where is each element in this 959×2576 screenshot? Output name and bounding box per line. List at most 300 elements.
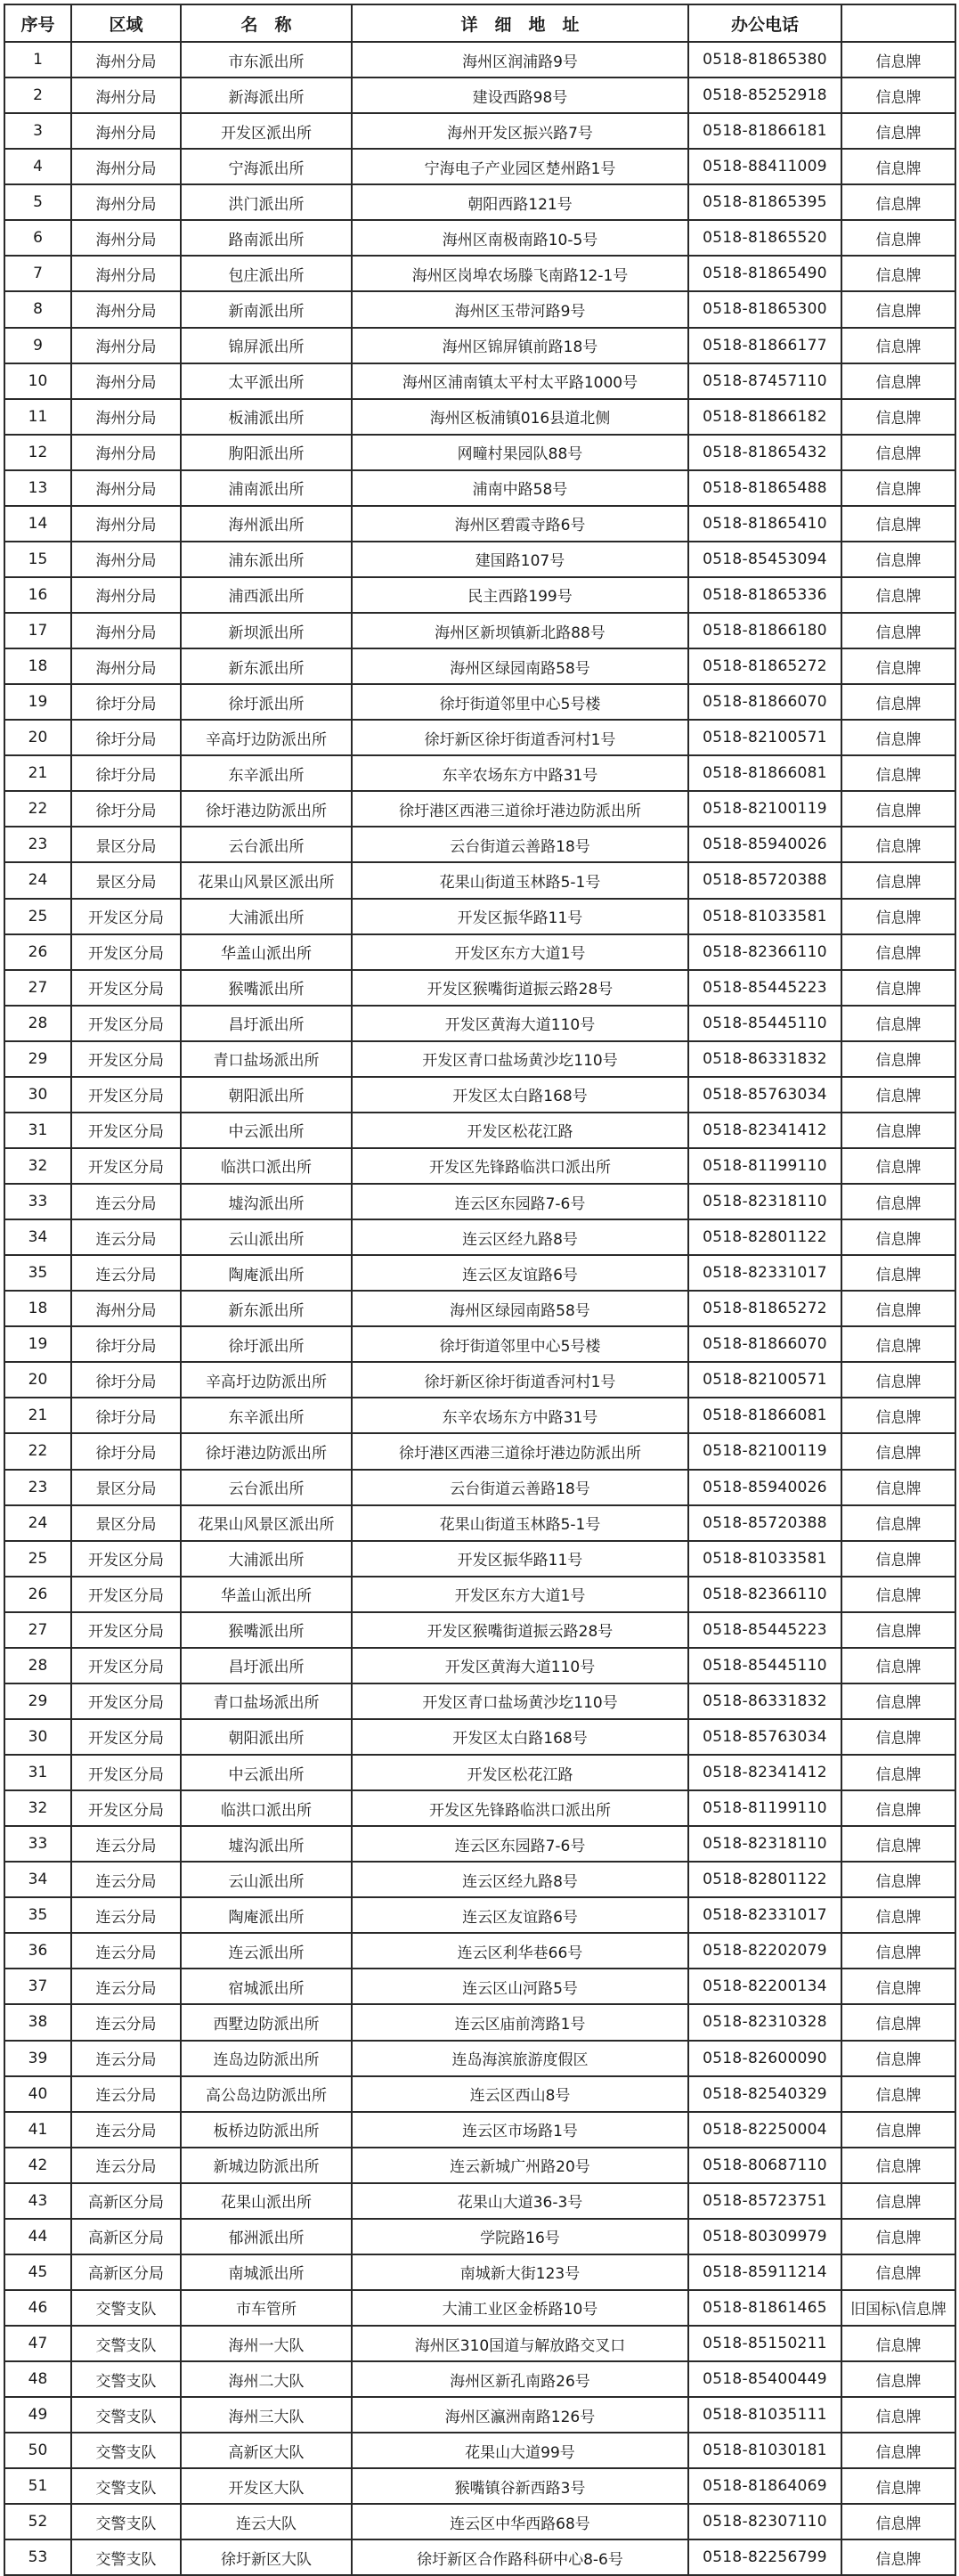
- cell-type: 信息牌: [841, 2041, 955, 2076]
- cell-region: 高新区分局: [71, 2254, 181, 2290]
- cell-region: 开发区分局: [71, 1541, 181, 1577]
- cell-index: 13: [4, 470, 71, 506]
- cell-name: 浦南派出所: [181, 470, 352, 506]
- cell-address: 连云区利华巷66号: [352, 1933, 688, 1969]
- header-address: 详 细 地 址: [352, 4, 688, 42]
- cell-name: 浦西派出所: [181, 577, 352, 613]
- cell-phone: 0518-82600090: [688, 2041, 841, 2076]
- cell-phone: 0518-81865488: [688, 470, 841, 506]
- cell-type: 信息牌: [841, 1719, 955, 1755]
- cell-phone: 0518-82366110: [688, 934, 841, 970]
- cell-region: 开发区分局: [71, 1790, 181, 1826]
- cell-name: 昌圩派出所: [181, 1648, 352, 1683]
- cell-type: 信息牌: [841, 1648, 955, 1683]
- cell-type: 信息牌: [841, 184, 955, 220]
- cell-name: 猴嘴派出所: [181, 970, 352, 1006]
- cell-name: 墟沟派出所: [181, 1826, 352, 1862]
- cell-phone: 0518-85940026: [688, 1470, 841, 1505]
- cell-name: 海州一大队: [181, 2326, 352, 2361]
- cell-region: 海州分局: [71, 256, 181, 291]
- cell-name: 海州派出所: [181, 506, 352, 542]
- cell-phone: 0518-86331832: [688, 1683, 841, 1719]
- cell-region: 交警支队: [71, 2397, 181, 2433]
- cell-phone: 0518-82318110: [688, 1826, 841, 1862]
- cell-type: 信息牌: [841, 149, 955, 184]
- cell-name: 洪门派出所: [181, 184, 352, 220]
- cell-name: 西墅边防派出所: [181, 2004, 352, 2040]
- cell-address: 开发区东方大道1号: [352, 934, 688, 970]
- table-row: [4, 755, 955, 791]
- cell-name: 大浦派出所: [181, 1541, 352, 1577]
- cell-type: 信息牌: [841, 1897, 955, 1933]
- table-row: [4, 2148, 955, 2183]
- cell-type: 信息牌: [841, 2433, 955, 2468]
- cell-name: 华盖山派出所: [181, 1577, 352, 1612]
- cell-address: 连云区山河路5号: [352, 1969, 688, 2004]
- table-row: [4, 1505, 955, 1541]
- cell-type: 信息牌: [841, 2183, 955, 2219]
- table-row: [4, 2183, 955, 2219]
- table-row: [4, 2112, 955, 2148]
- cell-type: 信息牌: [841, 2254, 955, 2290]
- cell-index: 37: [4, 1969, 71, 2004]
- cell-region: 高新区分局: [71, 2219, 181, 2254]
- cell-index: 45: [4, 2254, 71, 2290]
- cell-index: 50: [4, 2433, 71, 2468]
- table-row: [4, 1362, 955, 1398]
- cell-region: 景区分局: [71, 1470, 181, 1505]
- cell-type: 信息牌: [841, 1184, 955, 1219]
- cell-type: 信息牌: [841, 363, 955, 399]
- cell-address: 海州区润浦路9号: [352, 42, 688, 77]
- cell-phone: 0518-81035111: [688, 2397, 841, 2433]
- cell-region: 景区分局: [71, 1505, 181, 1541]
- cell-name: 云山派出所: [181, 1219, 352, 1255]
- cell-type: 信息牌: [841, 42, 955, 77]
- cell-phone: 0518-82250004: [688, 2112, 841, 2148]
- cell-name: 陶庵派出所: [181, 1897, 352, 1933]
- table-row: [4, 2290, 955, 2326]
- cell-index: 23: [4, 827, 71, 862]
- cell-region: 交警支队: [71, 2361, 181, 2397]
- table-row: [4, 1148, 955, 1184]
- table-row: [4, 1255, 955, 1291]
- cell-type: 信息牌: [841, 77, 955, 113]
- cell-phone: 0518-80309979: [688, 2219, 841, 2254]
- cell-index: 31: [4, 1113, 71, 1148]
- cell-type: 信息牌: [841, 1541, 955, 1577]
- cell-address: 海州区绿园南路58号: [352, 648, 688, 684]
- cell-address: 海州区板浦镇016县道北侧: [352, 399, 688, 435]
- cell-index: 35: [4, 1897, 71, 1933]
- cell-phone: 0518-85445223: [688, 1612, 841, 1648]
- cell-index: 48: [4, 2361, 71, 2397]
- cell-address: 东辛农场东方中路31号: [352, 755, 688, 791]
- cell-index: 35: [4, 1255, 71, 1291]
- cell-region: 交警支队: [71, 2433, 181, 2468]
- cell-name: 开发区派出所: [181, 113, 352, 149]
- cell-index: 15: [4, 542, 71, 577]
- cell-index: 7: [4, 256, 71, 291]
- cell-address: 开发区青口盐场黄沙圪110号: [352, 1041, 688, 1077]
- cell-name: 徐圩派出所: [181, 684, 352, 720]
- cell-phone: 0518-81866081: [688, 1398, 841, 1433]
- table-row: [4, 256, 955, 291]
- cell-address: 海州区310国道与解放路交叉口: [352, 2326, 688, 2361]
- header-region: 区域: [71, 4, 181, 42]
- cell-region: 徐圩分局: [71, 720, 181, 755]
- cell-type: 信息牌: [841, 862, 955, 898]
- cell-name: 宿城派出所: [181, 1969, 352, 2004]
- cell-index: 1: [4, 42, 71, 77]
- cell-phone: 0518-81033581: [688, 1541, 841, 1577]
- cell-name: 新城边防派出所: [181, 2148, 352, 2183]
- cell-region: 海州分局: [71, 1291, 181, 1326]
- cell-index: 29: [4, 1683, 71, 1719]
- cell-type: 信息牌: [841, 827, 955, 862]
- cell-name: 连云派出所: [181, 1933, 352, 1969]
- cell-index: 25: [4, 1541, 71, 1577]
- cell-name: 市车管所: [181, 2290, 352, 2326]
- cell-type: 信息牌: [841, 1612, 955, 1648]
- table-row: [4, 149, 955, 184]
- cell-index: 19: [4, 1326, 71, 1362]
- cell-name: 海州三大队: [181, 2397, 352, 2433]
- cell-index: 41: [4, 2112, 71, 2148]
- cell-name: 东辛派出所: [181, 755, 352, 791]
- cell-index: 44: [4, 2219, 71, 2254]
- cell-index: 10: [4, 363, 71, 399]
- cell-phone: 0518-82341412: [688, 1755, 841, 1790]
- cell-address: 宁海电子产业园区楚州路1号: [352, 149, 688, 184]
- cell-phone: 0518-86331832: [688, 1041, 841, 1077]
- cell-index: 2: [4, 77, 71, 113]
- cell-phone: 0518-82100571: [688, 720, 841, 755]
- cell-name: 朝阳派出所: [181, 1077, 352, 1113]
- cell-address: 海州开发区振兴路7号: [352, 113, 688, 149]
- cell-region: 开发区分局: [71, 1577, 181, 1612]
- cell-name: 中云派出所: [181, 1755, 352, 1790]
- cell-phone: 0518-85940026: [688, 827, 841, 862]
- table-row: [4, 113, 955, 149]
- cell-name: 昌圩派出所: [181, 1006, 352, 1041]
- cell-region: 海州分局: [71, 184, 181, 220]
- cell-index: 43: [4, 2183, 71, 2219]
- header-phone: 办公电话: [688, 4, 841, 42]
- cell-region: 交警支队: [71, 2539, 181, 2575]
- cell-name: 朝阳派出所: [181, 1719, 352, 1755]
- cell-name: 徐圩新区大队: [181, 2539, 352, 2575]
- cell-phone: 0518-80687110: [688, 2148, 841, 2183]
- cell-name: 猴嘴派出所: [181, 1612, 352, 1648]
- cell-region: 连云分局: [71, 2148, 181, 2183]
- cell-type: 信息牌: [841, 1255, 955, 1291]
- cell-type: 信息牌: [841, 1433, 955, 1469]
- cell-address: 开发区太白路168号: [352, 1077, 688, 1113]
- cell-type: 信息牌: [841, 613, 955, 648]
- cell-name: 浦东派出所: [181, 542, 352, 577]
- cell-name: 朐阳派出所: [181, 435, 352, 470]
- cell-type: 信息牌: [841, 648, 955, 684]
- cell-type: 信息牌: [841, 684, 955, 720]
- cell-address: 开发区先锋路临洪口派出所: [352, 1148, 688, 1184]
- police-station-table: [4, 4, 956, 2576]
- cell-index: 27: [4, 970, 71, 1006]
- cell-type: 信息牌: [841, 2004, 955, 2040]
- header-row: [4, 4, 955, 42]
- cell-index: 47: [4, 2326, 71, 2361]
- cell-phone: 0518-88411009: [688, 149, 841, 184]
- cell-type: 信息牌: [841, 1041, 955, 1077]
- cell-address: 学院路16号: [352, 2219, 688, 2254]
- cell-type: 信息牌: [841, 1326, 955, 1362]
- cell-name: 新东派出所: [181, 648, 352, 684]
- cell-region: 海州分局: [71, 77, 181, 113]
- header-name: 名 称: [181, 4, 352, 42]
- cell-phone: 0518-81865410: [688, 506, 841, 542]
- cell-name: 新东派出所: [181, 1291, 352, 1326]
- cell-address: 开发区先锋路临洪口派出所: [352, 1790, 688, 1826]
- cell-index: 29: [4, 1041, 71, 1077]
- cell-address: 海州区玉带河路9号: [352, 291, 688, 327]
- cell-name: 云台派出所: [181, 1470, 352, 1505]
- table-row: [4, 1433, 955, 1469]
- cell-index: 34: [4, 1219, 71, 1255]
- cell-phone: 0518-85720388: [688, 862, 841, 898]
- table-row: [4, 720, 955, 755]
- cell-region: 徐圩分局: [71, 755, 181, 791]
- cell-type: 信息牌: [841, 1148, 955, 1184]
- cell-address: 开发区振华路11号: [352, 899, 688, 934]
- table-body: [4, 42, 955, 2575]
- cell-name: 青口盐场派出所: [181, 1683, 352, 1719]
- cell-phone: 0518-81866070: [688, 1326, 841, 1362]
- cell-address: 花果山街道玉林路5-1号: [352, 862, 688, 898]
- cell-index: 20: [4, 1362, 71, 1398]
- cell-address: 花果山大道36-3号: [352, 2183, 688, 2219]
- cell-address: 连云区庙前湾路1号: [352, 2004, 688, 2040]
- cell-address: 连云区东园路7-6号: [352, 1184, 688, 1219]
- cell-index: 33: [4, 1826, 71, 1862]
- cell-name: 中云派出所: [181, 1113, 352, 1148]
- cell-address: 海州区南极南路10-5号: [352, 220, 688, 256]
- cell-address: 徐圩新区徐圩街道香河村1号: [352, 720, 688, 755]
- cell-phone: 0518-82318110: [688, 1184, 841, 1219]
- cell-name: 徐圩派出所: [181, 1326, 352, 1362]
- cell-index: 18: [4, 648, 71, 684]
- cell-region: 开发区分局: [71, 934, 181, 970]
- cell-name: 徐圩港边防派出所: [181, 791, 352, 827]
- cell-region: 开发区分局: [71, 1006, 181, 1041]
- cell-type: 信息牌: [841, 2076, 955, 2112]
- cell-index: 30: [4, 1077, 71, 1113]
- cell-type: 信息牌: [841, 113, 955, 149]
- cell-region: 连云分局: [71, 1826, 181, 1862]
- cell-name: 新南派出所: [181, 291, 352, 327]
- table-row: [4, 1077, 955, 1113]
- cell-name: 开发区大队: [181, 2468, 352, 2504]
- table-row: [4, 1326, 955, 1362]
- cell-address: 连云区友谊路6号: [352, 1897, 688, 1933]
- cell-index: 24: [4, 1505, 71, 1541]
- cell-address: 猴嘴镇谷新西路3号: [352, 2468, 688, 2504]
- cell-phone: 0518-85453094: [688, 542, 841, 577]
- cell-name: 云台派出所: [181, 827, 352, 862]
- table-row: [4, 1719, 955, 1755]
- cell-phone: 0518-81866181: [688, 113, 841, 149]
- cell-index: 31: [4, 1755, 71, 1790]
- table-row: [4, 899, 955, 934]
- cell-type: 信息牌: [841, 899, 955, 934]
- cell-address: 民主西路199号: [352, 577, 688, 613]
- table-row: [4, 1826, 955, 1862]
- table-row: [4, 291, 955, 327]
- cell-index: 24: [4, 862, 71, 898]
- cell-index: 34: [4, 1862, 71, 1897]
- cell-name: 辛高圩边防派出所: [181, 720, 352, 755]
- cell-address: 朝阳西路121号: [352, 184, 688, 220]
- cell-type: 信息牌: [841, 1398, 955, 1433]
- cell-type: 信息牌: [841, 256, 955, 291]
- table-row: [4, 435, 955, 470]
- cell-address: 连云区经九路8号: [352, 1862, 688, 1897]
- cell-name: 临洪口派出所: [181, 1148, 352, 1184]
- cell-phone: 0518-82366110: [688, 1577, 841, 1612]
- cell-type: 信息牌: [841, 791, 955, 827]
- table-row: [4, 542, 955, 577]
- cell-phone: 0518-81866081: [688, 755, 841, 791]
- cell-phone: 0518-85252918: [688, 77, 841, 113]
- table-row: [4, 1541, 955, 1577]
- header-type: [841, 4, 955, 42]
- cell-phone: 0518-81861465: [688, 2290, 841, 2326]
- cell-phone: 0518-81199110: [688, 1790, 841, 1826]
- cell-region: 高新区分局: [71, 2183, 181, 2219]
- cell-region: 海州分局: [71, 149, 181, 184]
- header-index: 序号: [4, 4, 71, 42]
- cell-phone: 0518-81865272: [688, 1291, 841, 1326]
- cell-index: 30: [4, 1719, 71, 1755]
- cell-region: 交警支队: [71, 2468, 181, 2504]
- cell-name: 临洪口派出所: [181, 1790, 352, 1826]
- cell-region: 海州分局: [71, 363, 181, 399]
- cell-type: 信息牌: [841, 1755, 955, 1790]
- cell-address: 开发区东方大道1号: [352, 1577, 688, 1612]
- cell-type: 信息牌: [841, 577, 955, 613]
- cell-phone: 0518-81866070: [688, 684, 841, 720]
- cell-index: 9: [4, 328, 71, 363]
- table-row: [4, 506, 955, 542]
- cell-phone: 0518-85763034: [688, 1719, 841, 1755]
- cell-index: 3: [4, 113, 71, 149]
- cell-address: 海州区新孔南路26号: [352, 2361, 688, 2397]
- cell-name: 市东派出所: [181, 42, 352, 77]
- cell-index: 25: [4, 899, 71, 934]
- cell-address: 海州区瀛洲南路126号: [352, 2397, 688, 2433]
- cell-index: 52: [4, 2504, 71, 2539]
- cell-address: 云台街道云善路18号: [352, 1470, 688, 1505]
- cell-type: 信息牌: [841, 291, 955, 327]
- table-row: [4, 577, 955, 613]
- table-row: [4, 791, 955, 827]
- table-row: [4, 184, 955, 220]
- cell-index: 26: [4, 1577, 71, 1612]
- cell-phone: 0518-85150211: [688, 2326, 841, 2361]
- table-row: [4, 2397, 955, 2433]
- cell-region: 景区分局: [71, 827, 181, 862]
- cell-name: 墟沟派出所: [181, 1184, 352, 1219]
- cell-index: 22: [4, 791, 71, 827]
- cell-type: 信息牌: [841, 220, 955, 256]
- cell-region: 连云分局: [71, 1184, 181, 1219]
- cell-type: 信息牌: [841, 506, 955, 542]
- cell-address: 徐圩港区西港三道徐圩港边防派出所: [352, 1433, 688, 1469]
- cell-type: 信息牌: [841, 1006, 955, 1041]
- cell-phone: 0518-82200134: [688, 1969, 841, 2004]
- cell-address: 海州区锦屏镇前路18号: [352, 328, 688, 363]
- cell-region: 徐圩分局: [71, 1362, 181, 1398]
- cell-name: 高新区大队: [181, 2433, 352, 2468]
- cell-phone: 0518-82307110: [688, 2504, 841, 2539]
- cell-index: 5: [4, 184, 71, 220]
- cell-address: 开发区黄海大道110号: [352, 1648, 688, 1683]
- cell-region: 交警支队: [71, 2504, 181, 2539]
- cell-address: 连云区友谊路6号: [352, 1255, 688, 1291]
- cell-index: 4: [4, 149, 71, 184]
- table-row: [4, 2361, 955, 2397]
- cell-index: 39: [4, 2041, 71, 2076]
- cell-type: 信息牌: [841, 2361, 955, 2397]
- table-row: [4, 1612, 955, 1648]
- cell-region: 连云分局: [71, 2004, 181, 2040]
- cell-region: 徐圩分局: [71, 791, 181, 827]
- cell-phone: 0518-82540329: [688, 2076, 841, 2112]
- cell-region: 开发区分局: [71, 970, 181, 1006]
- cell-region: 海州分局: [71, 399, 181, 435]
- cell-index: 18: [4, 1291, 71, 1326]
- cell-address: 南城新大街123号: [352, 2254, 688, 2290]
- cell-phone: 0518-82801122: [688, 1219, 841, 1255]
- cell-type: 信息牌: [841, 399, 955, 435]
- cell-region: 开发区分局: [71, 1113, 181, 1148]
- cell-phone: 0518-81865490: [688, 256, 841, 291]
- cell-region: 开发区分局: [71, 899, 181, 934]
- table-row: [4, 970, 955, 1006]
- cell-address: 连云新城广州路20号: [352, 2148, 688, 2183]
- table-row: [4, 827, 955, 862]
- table-row: [4, 2539, 955, 2575]
- cell-index: 32: [4, 1148, 71, 1184]
- cell-index: 22: [4, 1433, 71, 1469]
- cell-index: 8: [4, 291, 71, 327]
- cell-region: 开发区分局: [71, 1683, 181, 1719]
- cell-region: 连云分局: [71, 1219, 181, 1255]
- cell-name: 包庄派出所: [181, 256, 352, 291]
- cell-name: 路南派出所: [181, 220, 352, 256]
- cell-region: 海州分局: [71, 291, 181, 327]
- cell-address: 开发区猴嘴街道振云路28号: [352, 970, 688, 1006]
- cell-type: 信息牌: [841, 2112, 955, 2148]
- cell-index: 11: [4, 399, 71, 435]
- table-row: [4, 77, 955, 113]
- table-row: [4, 220, 955, 256]
- cell-address: 花果山大道99号: [352, 2433, 688, 2468]
- cell-region: 徐圩分局: [71, 684, 181, 720]
- cell-type: 信息牌: [841, 934, 955, 970]
- table-row: [4, 1219, 955, 1255]
- table-row: [4, 1470, 955, 1505]
- cell-index: 33: [4, 1184, 71, 1219]
